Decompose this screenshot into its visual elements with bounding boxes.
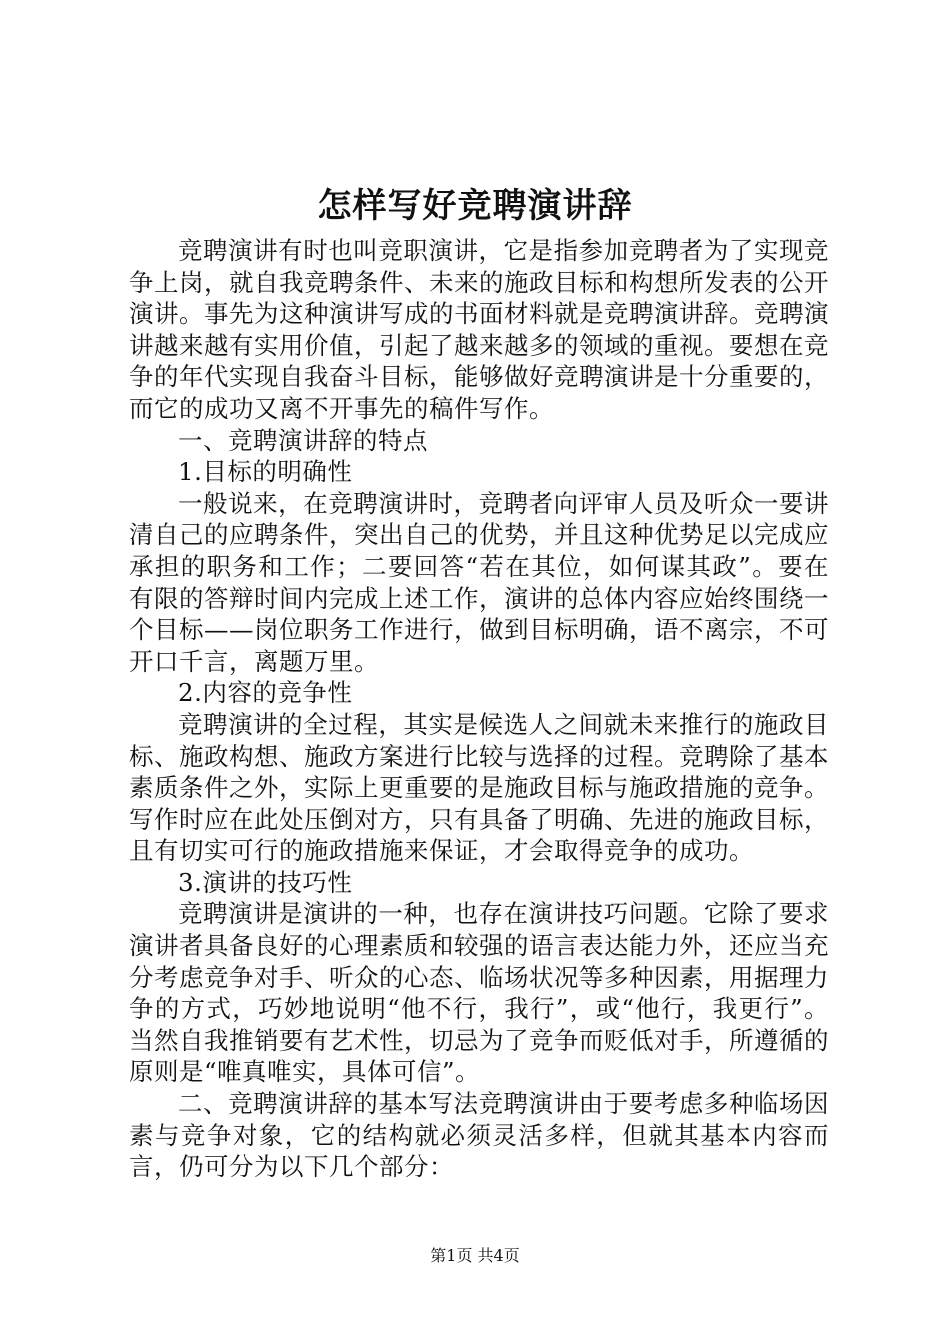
subheading-clarity: 1.目标的明确性 xyxy=(178,457,353,487)
document-body xyxy=(129,235,829,1183)
paragraph-clarity: 一般说来，在竞聘演讲时，竞聘者向评审人员及听众一要讲清自己的应聘条件，突出自己的优势，并且这种优势足以完成应承担的职务和工作；二要回答“若在其位，如何谋其政”。要在有限的答辩时间内完成上述工作，演讲的总体内容应始终围绕一个目标——岗位职务工作进行，做到目标明确，语不离宗，不可开口千言，离题万里。 xyxy=(129,488,829,676)
paragraph-competitiveness: 竞聘演讲的全过程，其实是候选人之间就未来推行的施政目标、施政构想、施政方案进行比较与选择的过程。竞聘除了基本素质条件之外，实际上更重要的是施政目标与施政措施的竞争。写作时应在此处压倒对方，只有具备了明确、先进的施政目标，且有切实可行的施政措施来保证，才会取得竞争的成功。 xyxy=(129,709,829,866)
paragraph-intro: 竞聘演讲有时也叫竞职演讲，它是指参加竞聘者为了实现竞争上岗，就自我竞聘条件、未来的施政目标和构想所发表的公开演讲。事先为这种演讲写成的书面材料就是竞聘演讲辞。竞聘演讲越来越有实用价值，引起了越来越多的领域的重视。要想在竞争的年代实现自我奋斗目标，能够做好竞聘演讲是十分重要的，而它的成功又离不开事先的稿件写作。 xyxy=(129,236,829,423)
paragraph-skill: 竞聘演讲是演讲的一种，也存在演讲技巧问题。它除了要求演讲者具备良好的心理素质和较强的语言表达能力外，还应当充分考虑竞争对手、听众的心态、临场状况等多种因素，用据理力争的方式，巧妙地说明“他不行，我行”，或“他行，我更行”。当然自我推销要有艺术性，切忌为了竞争而贬低对手，所遵循的原则是“唯真唯实，具体可信”。 xyxy=(129,899,829,1087)
page-number-footer: 第1页 共4页 xyxy=(430,1246,520,1265)
section-heading-writing: 二、竞聘演讲辞的基本写法竞聘演讲由于要考虑多种临场因素与竞争对象，它的结构就必须灵活多样，但就其基本内容而言，仍可分为以下几个部分： xyxy=(129,1089,829,1182)
subheading-skill: 3.演讲的技巧性 xyxy=(178,867,353,897)
document-title: 怎样写好竞聘演讲辞 xyxy=(317,186,633,226)
section-heading-features: 一、竞聘演讲辞的特点 xyxy=(178,425,428,455)
subheading-competitiveness: 2.内容的竞争性 xyxy=(178,678,353,708)
